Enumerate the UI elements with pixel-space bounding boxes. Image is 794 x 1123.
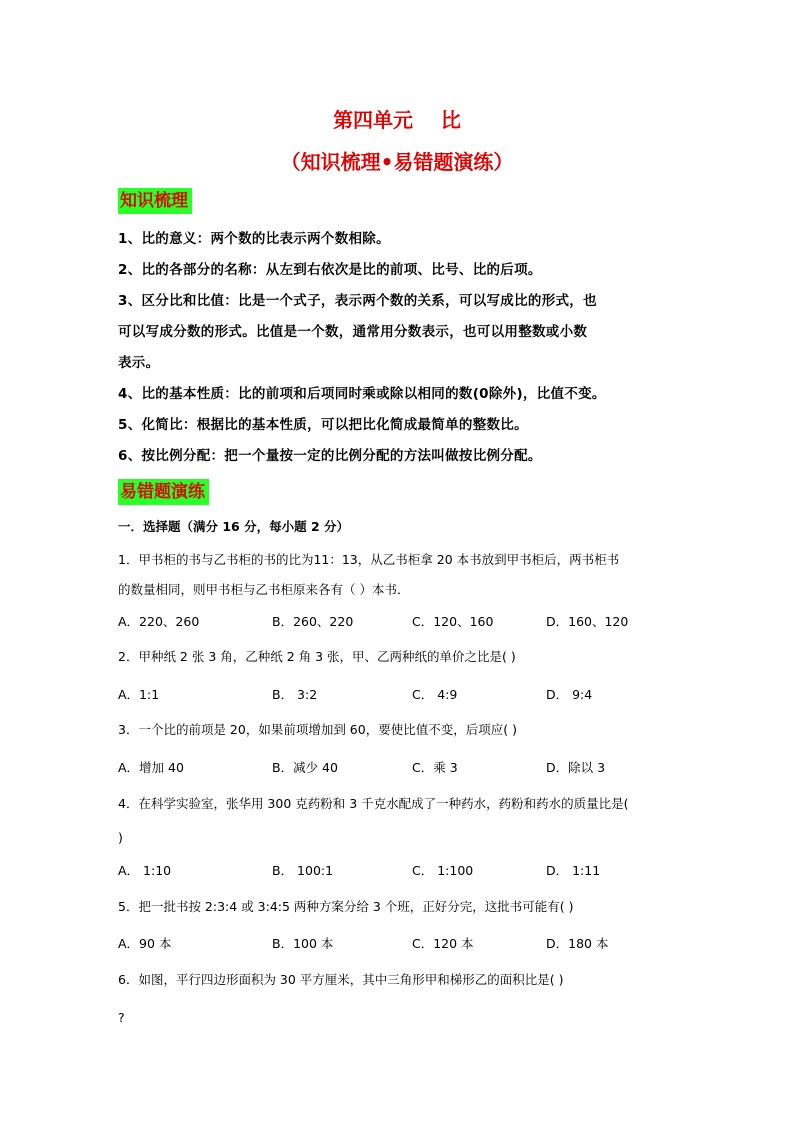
knowledge-section-heading: 知识梳理	[118, 188, 192, 214]
choice-section-title: 一．选择题（满分 16 分，每小题 2 分）	[118, 519, 350, 534]
question-1-text-cont: 的数量相同，则甲书柜与乙书柜原来各有（ ）本书．	[118, 582, 410, 597]
question-4-option-d: D． 1:11	[546, 863, 601, 878]
page-title: 第四单元 比	[333, 108, 461, 132]
question-4-option-c: C． 1:100	[412, 863, 474, 878]
question-4-option-a: A． 1:10	[118, 863, 172, 878]
question-1-option-d: D．160、120	[546, 614, 629, 629]
question-1-option-c: C．120、160	[412, 614, 494, 629]
question-6-text: 6．如图，平行四边形面积为 30 平方厘米，其中三角形甲和梯形乙的面积比是( )	[118, 972, 564, 987]
question-2-text: 2．甲种纸 2 张 3 角，乙种纸 2 角 3 张，甲、乙两种纸的单价之比是( )	[118, 649, 516, 664]
knowledge-point-6: 6、按比例分配：把一个量按一定的比例分配的方法叫做按比例分配。	[118, 448, 542, 464]
question-5-text: 5．把一批书按 2:3:4 或 3:4:5 两种方案分给 3 个班，正好分完，这批书可能有( )	[118, 899, 574, 914]
question-4-text: 4．在科学实验室，张华用 300 克药粉和 3 千克水配成了一种药水，药粉和药水的质量比是(	[118, 796, 629, 811]
knowledge-point-4: 4、比的基本性质：比的前项和后项同时乘或除以相同的数(0除外)，比值不变。	[118, 386, 606, 402]
question-5-option-a: A．90 本	[118, 936, 172, 951]
knowledge-point-1: 1、比的意义：两个数的比表示两个数相除。	[118, 231, 390, 247]
question-2-option-b: B． 3:2	[272, 687, 318, 702]
question-1-text: 1．甲书柜的书与乙书柜的书的比为11：13，从乙书柜拿 20 本书放到甲书柜后，两书柜书	[118, 552, 620, 567]
question-3-text: 3．一个比的前项是 20，如果前项增加到 60，要使比值不变，后项应( )	[118, 722, 517, 737]
question-3-option-c: C．乘 3	[412, 760, 458, 775]
practice-section-heading: 易错题演练	[118, 479, 209, 505]
question-3-option-d: D．除以 3	[546, 760, 606, 775]
question-3-option-b: B．减少 40	[272, 760, 338, 775]
question-5-option-d: D．180 本	[546, 936, 609, 951]
question-5-option-b: B．100 本	[272, 936, 334, 951]
question-4-option-b: B． 100:1	[272, 863, 334, 878]
question-4-text-cont: )	[118, 830, 123, 845]
question-2-option-c: C． 4:9	[412, 687, 458, 702]
knowledge-point-3-end: 表示。	[118, 355, 160, 371]
question-6-figure-placeholder: ?	[118, 1010, 125, 1025]
question-2-option-d: D． 9:4	[546, 687, 593, 702]
question-5-option-c: C．120 本	[412, 936, 474, 951]
knowledge-point-2: 2、比的各部分的名称：从左到右依次是比的前项、比号、比的后项。	[118, 262, 542, 278]
knowledge-point-3-cont: 可以写成分数的形式。比值是一个数，通常用分数表示，也可以用整数或小数	[118, 324, 588, 340]
knowledge-point-5: 5、化简比：根据比的基本性质，可以把比化简成最简单的整数比。	[118, 417, 528, 433]
question-1-option-b: B．260、220	[272, 614, 354, 629]
page-subtitle: （知识梳理•易错题演练）	[280, 150, 514, 174]
knowledge-point-3: 3、区分比和比值：比是一个式子，表示两个数的关系，可以写成比的形式，也	[118, 293, 597, 309]
question-2-option-a: A．1:1	[118, 687, 160, 702]
question-1-option-a: A．220、260	[118, 614, 200, 629]
question-3-option-a: A．增加 40	[118, 760, 184, 775]
